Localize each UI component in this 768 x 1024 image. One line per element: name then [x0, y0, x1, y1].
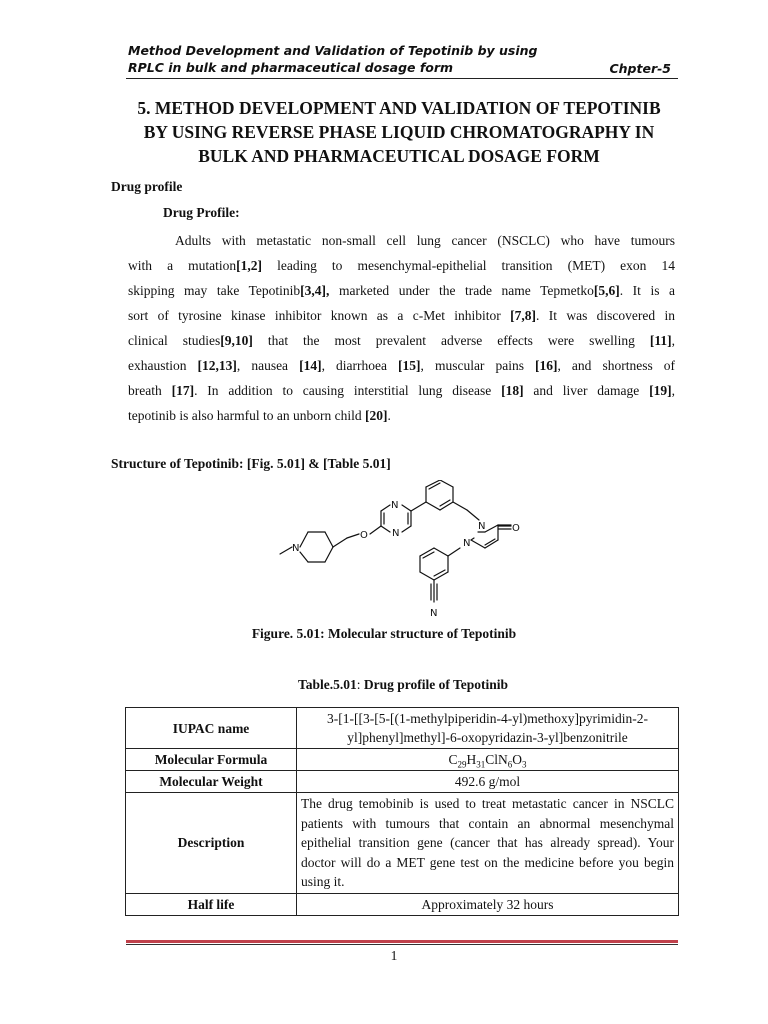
- title-line-1: 5. METHOD DEVELOPMENT AND VALIDATION OF TEPOTINIB: [137, 98, 661, 118]
- drug-profile-paragraph: [128, 228, 675, 428]
- citation: [20]: [364, 408, 388, 423]
- atom-label: O: [360, 530, 368, 541]
- atom-label: N: [391, 500, 399, 511]
- citation: [14]: [299, 358, 322, 373]
- citation: [1,2]: [236, 258, 263, 273]
- header-rule: [126, 78, 678, 79]
- drug-profile-table: [125, 707, 679, 916]
- description-label: Description: [126, 793, 297, 894]
- header-line-1: Method Development and Validation of Tepotinib by using: [128, 43, 538, 58]
- citation: [16]: [535, 358, 558, 373]
- atom-label: N: [463, 538, 471, 549]
- formula-label: Molecular Formula: [126, 749, 297, 771]
- chapter-title: [110, 96, 688, 168]
- structure-heading: Structure of Tepotinib: [Fig. 5.01] & [Table 5.01]: [111, 456, 391, 471]
- chapter-label: Chpter-5: [609, 61, 671, 76]
- para-line: clinical studies[9,10] that the most prevalent adverse effects were swelling [11],: [128, 333, 675, 348]
- section-heading: Drug profile: [111, 179, 183, 194]
- citation: [12,13]: [197, 358, 237, 373]
- para-line: Adults with metastatic non-small cell lung cancer (NSCLC) who have tumours: [175, 233, 675, 248]
- citation: [19]: [649, 383, 672, 398]
- figure-caption: Figure. 5.01: Molecular structure of Tepotinib: [251, 626, 517, 641]
- table-row: [126, 749, 679, 771]
- para-line: sort of tyrosine kinase inhibitor known as a c-Met inhibitor [7,8]. It was discovered in: [128, 308, 676, 323]
- sub-heading: Drug Profile:: [163, 205, 240, 220]
- para-line: breath [17]. In addition to causing interstitial lung disease [18] and liver damage [19],: [128, 383, 675, 398]
- table-row: [126, 771, 679, 793]
- footer-rule-thin: [126, 944, 678, 945]
- citation: [17]: [171, 383, 195, 398]
- citation: [9,10]: [220, 333, 253, 348]
- tepotinib-molecular-structure: [270, 480, 530, 620]
- citation: [3,4],: [300, 283, 330, 298]
- halflife-label: Half life: [126, 893, 297, 915]
- atom-label: N: [392, 528, 400, 539]
- citation: [15]: [398, 358, 421, 373]
- para-line: skipping may take Tepotinib[3,4], marketed under the trade name Tepmetko[5,6]. It is a: [128, 283, 676, 298]
- halflife-value: Approximately 32 hours: [297, 893, 679, 915]
- description-value: The drug temobinib is used to treat metastatic cancer in NSCLC patients with tumours that contain an abnormal mesenchymal epithelial transition gene (cancer that has already spread). Your doctor will do a MET gene test on the medicine before you begin using it.: [297, 793, 679, 894]
- para-line: tepotinib is also harmful to an unborn child [20].: [128, 408, 391, 423]
- header-line-2: RPLC in bulk and pharmaceutical dosage form: [128, 60, 454, 75]
- table-row: [126, 793, 679, 894]
- table-caption: Table.5.01: Drug profile of Tepotinib: [297, 677, 509, 692]
- weight-value: 492.6 g/mol: [297, 771, 679, 793]
- title-line-3: BULK AND PHARMACEUTICAL DOSAGE FORM: [198, 146, 600, 166]
- citation: [7,8]: [510, 308, 537, 323]
- para-line: with a mutation[1,2] leading to mesenchymal-epithelial transition (MET) exon 14: [128, 258, 675, 273]
- atom-label: N: [292, 543, 300, 554]
- atom-label: N: [430, 608, 438, 619]
- table-row: [126, 893, 679, 915]
- citation: [11]: [649, 333, 672, 348]
- formula-value: $C_{29}H_{31}ClN_6O_3$: [297, 749, 679, 771]
- citation: [18]: [501, 383, 524, 398]
- citation: [5,6]: [593, 283, 620, 298]
- para-line: exhaustion [12,13], nausea [14], diarrhoea [15], muscular pains [16], and shortness of: [128, 358, 675, 373]
- page-number: 1: [390, 948, 398, 963]
- table-row: [126, 708, 679, 749]
- atom-label: O: [512, 523, 520, 534]
- iupac-label: IUPAC name: [126, 708, 297, 749]
- weight-label: Molecular Weight: [126, 771, 297, 793]
- iupac-value: 3-[1-[[3-[5-[(1-methylpiperidin-4-yl)methoxy]pyrimidin-2-yl]phenyl]methyl]-6-oxopyridazin-3-yl]benzonitrile: [297, 708, 679, 749]
- title-line-2: BY USING REVERSE PHASE LIQUID CHROMATOGRAPHY IN: [143, 122, 655, 142]
- atom-label: N: [478, 521, 486, 532]
- footer-rule: [126, 940, 678, 943]
- running-header: [128, 42, 671, 76]
